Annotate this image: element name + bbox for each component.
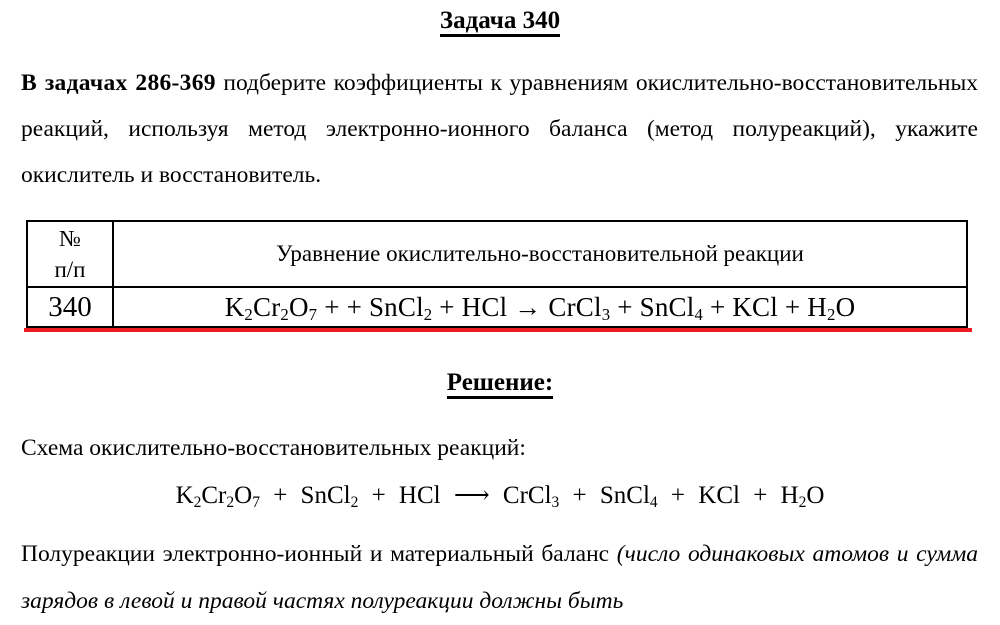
intro-text: подберите коэффициенты к уравнениям окислительно-восстановительных реакций, используя метод электронно-ионного баланса (метод полуреакций), укажите окислитель и восстановитель. — [21, 70, 978, 188]
half-reactions-paragraph — [21, 531, 978, 625]
red-underline-rule — [24, 328, 972, 332]
half-reactions-normal-text: Полуреакции электронно-ионный и материальный баланс — [21, 541, 617, 567]
document-page — [0, 4, 1000, 614]
page-title — [0, 4, 1000, 38]
reaction-table-wrapper — [26, 220, 968, 328]
reaction-table — [26, 220, 968, 328]
table-header-row — [27, 221, 967, 287]
intro-paragraph — [21, 60, 978, 198]
column-header-number — [27, 221, 113, 287]
column-header-equation: Уравнение окислительно-восстановительной реакции — [113, 221, 967, 287]
page-title-text: Задача 340 — [440, 7, 560, 37]
solution-heading-text: Решение: — [447, 369, 553, 399]
problem-number-cell: 340 — [27, 287, 113, 327]
scheme-label: Схема окислительно-восстановительных реакций: — [21, 435, 526, 461]
column-header-number-line1: № — [59, 226, 81, 251]
table-row — [27, 287, 967, 327]
intro-bold-lead: В задачах 286-369 — [21, 70, 216, 96]
solution-heading — [0, 366, 1000, 400]
scheme-equation: $K_2Cr_2O_7$ + SnCl$_2$ + HCl ⟶ CrCl$_3$ + SnCl$_4$ + KCl + $H_2O$ — [175, 482, 825, 511]
column-header-number-line2: п/п — [54, 257, 86, 282]
half-reactions-italic-text: (число одинаковых атомов и сумма зарядов в левой и правой частях полуреакции должны быть — [21, 541, 978, 614]
reaction-equation-cell: $K_2Cr_2O_7$ + + SnCl$_2$ + HCl → CrCl$_3$ + SnCl$_4$ + KCl + $H_2O$ — [113, 287, 967, 327]
